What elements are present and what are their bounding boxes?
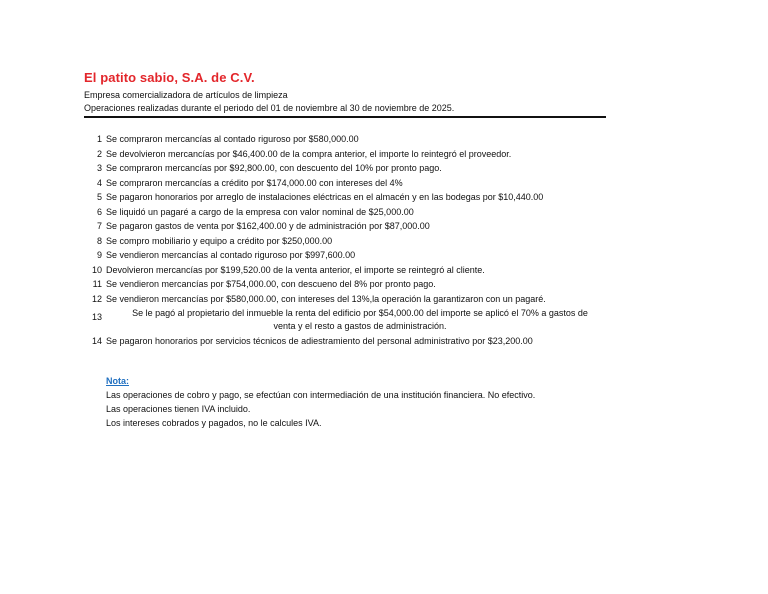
- operation-text: Se compraron mercancías por $92,800.00, con descuento del 10% por pronto pago.: [106, 163, 442, 173]
- operation-row: [84, 132, 614, 147]
- period-description: Operaciones realizadas durante el periodo del 01 de noviembre al 30 de noviembre de 2025.: [84, 103, 455, 113]
- document-header: [84, 70, 606, 115]
- operation-text: Se liquidó un pagaré a cargo de la empresa con valor nominal de $25,000.00: [106, 206, 414, 217]
- note-line: Las operaciones de cobro y pago, se efectúan con intermediación de una institución financiera. No efectivo.: [106, 390, 536, 400]
- operation-row: [84, 263, 614, 278]
- operation-row: [84, 234, 614, 249]
- operation-text: Se vendieron mercancías al contado riguroso por $997,600.00: [106, 250, 356, 260]
- operation-number: 10: [91, 264, 102, 275]
- operation-number: 5: [96, 192, 102, 202]
- operation-row: [84, 176, 614, 191]
- operation-text: Se vendieron mercancías por $580,000.00, con intereses del 13%,la operación la garantizaron con un pagaré.: [106, 293, 546, 304]
- note-line: Las operaciones tienen IVA incluido.: [106, 404, 251, 414]
- operation-number: 9: [96, 250, 102, 260]
- operation-row: [84, 307, 614, 333]
- operation-row: [84, 205, 614, 220]
- operation-row: [84, 161, 614, 176]
- operation-row: [84, 219, 614, 234]
- operation-row: [84, 334, 614, 349]
- operation-number: 13: [91, 312, 102, 322]
- operation-number: 3: [96, 163, 102, 173]
- note-line: Los intereses cobrados y pagados, no le calcules IVA.: [106, 418, 322, 428]
- company-description: Empresa comercializadora de artículos de limpieza: [84, 90, 288, 100]
- note-section: [106, 374, 626, 430]
- operation-text-line: venta y el resto a gastos de administración.: [273, 321, 447, 331]
- operation-text: Se compraron mercancías al contado riguroso por $580,000.00: [106, 134, 359, 144]
- operation-number: 2: [96, 148, 102, 159]
- operation-row: [84, 147, 614, 162]
- operation-row: [84, 292, 614, 307]
- operation-text: Se devolvieron mercancías por $46,400.00 de la compra anterior, el importe lo reintegró el proveedor.: [106, 148, 512, 159]
- operation-text: Se compraron mercancías a crédito por $174,000.00 con intereses del 4%: [106, 177, 403, 188]
- header-divider: [84, 116, 606, 118]
- operation-number: 14: [91, 336, 102, 346]
- operation-text: Se pagaron honorarios por arreglo de instalaciones eléctricas en el almacén y en las bodegas por $10,440.00: [106, 192, 544, 202]
- operation-number: 8: [96, 235, 102, 246]
- operation-number: 7: [96, 221, 102, 231]
- operations-list: [84, 132, 614, 349]
- operation-number: 1: [96, 134, 102, 144]
- company-name: El patito sabio, S.A. de C.V.: [84, 70, 255, 85]
- operation-number: 4: [96, 177, 102, 188]
- operation-text: [106, 307, 614, 333]
- note-title: Nota:: [106, 376, 129, 386]
- operation-text: Devolvieron mercancías por $199,520.00 de la venta anterior, el importe se reintegró al cliente.: [106, 264, 485, 275]
- operation-number: 6: [96, 206, 102, 217]
- operation-row: [84, 277, 614, 292]
- operation-text: Se compro mobiliario y equipo a crédito por $250,000.00: [106, 235, 333, 246]
- operation-text: Se vendieron mercancías por $754,000.00, con descueno del 8% por pronto pago.: [106, 279, 436, 289]
- operation-row: [84, 190, 614, 205]
- operation-text-line: Se le pagó al propietario del inmueble la renta del edificio por $54,000.00 del importe se aplicó el 70% a gastos de: [132, 308, 588, 318]
- operation-number: 12: [91, 293, 102, 304]
- operation-text: Se pagaron gastos de venta por $162,400.00 y de administración por $87,000.00: [106, 221, 430, 231]
- operation-row: [84, 248, 614, 263]
- operation-text: Se pagaron honorarios por servicios técnicos de adiestramiento del personal administrativo por $23,200.00: [106, 336, 533, 346]
- operation-number: 11: [92, 279, 102, 289]
